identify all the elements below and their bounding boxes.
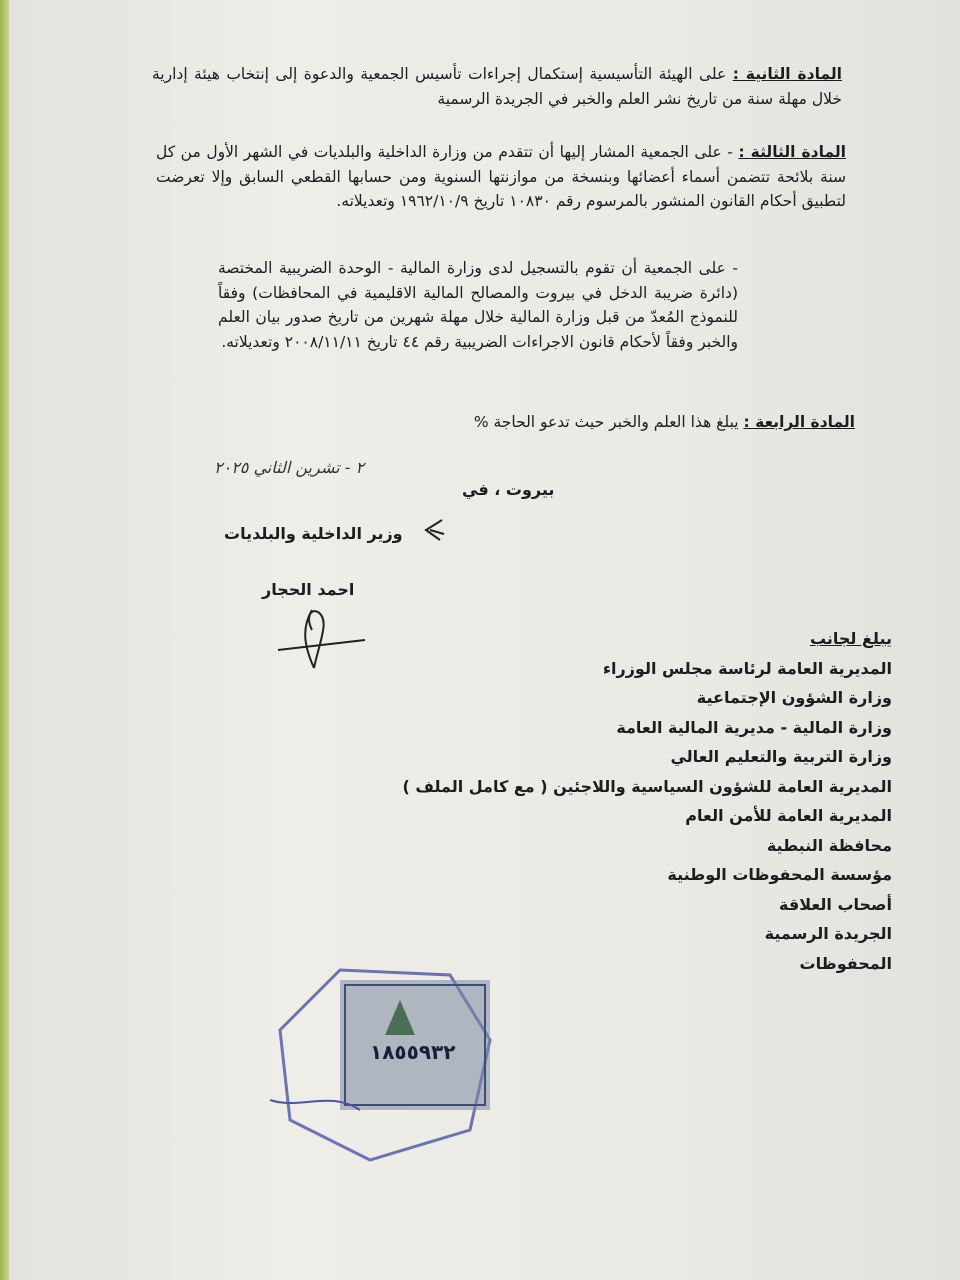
- article-3: [156, 140, 846, 214]
- distribution-item: وزارة المالية - مديرية المالية العامة: [616, 717, 892, 737]
- distribution-list: [403, 624, 892, 978]
- distribution-item: مؤسسة المحفوظات الوطنية: [667, 865, 892, 884]
- article-2-text: على الهيئة التأسيسية إستكمال إجراءات تأسيس الجمعية والدعوة إلى إنتخاب هيئة إدارية خلال مهلة سنة من تاريخ نشر العلم والخبر في الجريدة الرسمية: [152, 65, 842, 108]
- distribution-item: محافظة النبطية: [766, 835, 892, 855]
- article-3-heading: المادة الثالثة :: [738, 143, 846, 161]
- minister-name: احمد الحجار: [262, 580, 355, 599]
- article-4-heading: المادة الرابعة :: [743, 413, 855, 431]
- distribution-item: المديرية العامة للأمن العام: [685, 806, 892, 825]
- signature: [270, 600, 370, 680]
- article-4: [155, 410, 855, 435]
- distribution-title: يبلغ لجانب: [809, 629, 892, 648]
- distribution-item: المديرية العامة للشؤون السياسية واللاجئين ( مع كامل الملف ): [402, 776, 892, 796]
- distribution-item: المحفوظات: [799, 953, 892, 973]
- distribution-item: وزارة التربية والتعليم العالي: [670, 747, 892, 766]
- official-stamp: [260, 960, 500, 1174]
- distribution-item: أصحاب العلاقة: [779, 894, 892, 914]
- stamp-number: ١٨٥٥٩٣٢: [370, 1040, 456, 1064]
- place-label: بيروت ، في: [462, 480, 555, 499]
- minister-title: وزير الداخلية والبلديات: [224, 524, 403, 543]
- stamp-seal: [260, 960, 500, 1170]
- article-3-text: - على الجمعية المشار إليها أن تتقدم من وزارة الداخلية والبلديات في الشهر الأول من كل سنة بلائحة تتضمن أسماء أعضائها وبنسخة من موازنتها السنوية ومن حسابها القطعي السابق وإلا تعرضت لتطبيق أحكام القانون المنشور بالمرسوم رقم ١٠٨٣٠ تاريخ ١٩٦٢/١٠/٩ وتعديلاته.: [156, 143, 846, 210]
- article-2: [152, 62, 842, 111]
- initials-mark: [420, 516, 448, 544]
- page-edge: [0, 0, 9, 1280]
- distribution-item: الجريدة الرسمية: [764, 924, 892, 943]
- distribution-item: وزارة الشؤون الإجتماعية: [696, 688, 892, 707]
- article-4-text: يبلغ هذا العلم والخبر حيث تدعو الحاجة %: [473, 413, 739, 431]
- article-2-heading: المادة الثانية :: [732, 65, 842, 83]
- handwritten-date: ٢ - تشرين الثاني ٢٠٢٥: [214, 458, 365, 477]
- distribution-item: المديرية العامة لرئاسة مجلس الوزراء: [602, 658, 892, 678]
- article-3-text-2: - على الجمعية أن تقوم بالتسجيل لدى وزارة المالية - الوحدة الضريبية المختصة (دائرة ضريبة الدخل في بيروت والمصالح المالية الاقليمية في المحافظات) وفقاً للنموذج المُعدّ من قبل وزارة المالية خلال مهلة شهرين من تاريخ صدور بيان العلم والخبر وفقاً لأحكام قانون الاجراءات الضريبية رقم ٤٤ تاريخ ٢٠٠٨/١١/١١ وتعديلاته.: [218, 259, 738, 351]
